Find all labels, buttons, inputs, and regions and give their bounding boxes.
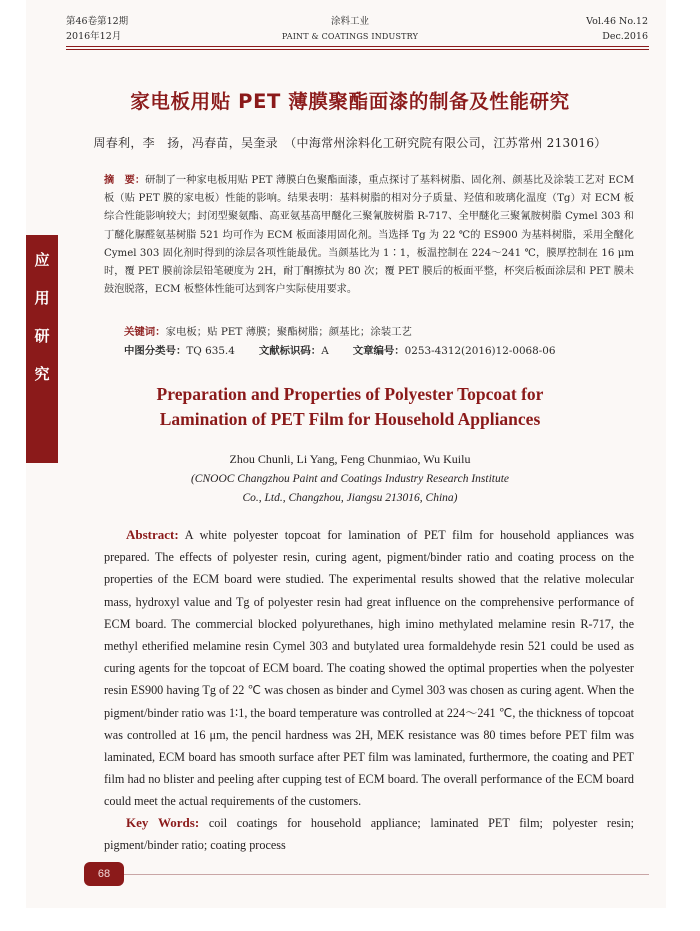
header-rule — [66, 46, 649, 47]
clc-value: TQ 635.4 — [186, 345, 235, 357]
classification-line — [124, 342, 556, 357]
doc-code-value: A — [321, 345, 329, 357]
authors-en: Zhou Chunli, Li Yang, Feng Chunmiao, Wu Kuilu — [229, 452, 471, 466]
side-tab-char: 应 — [34, 251, 50, 269]
abstract-en-text: A white polyester topcoat for lamination of PET film for household appliances was prepared. The effects of polyester resin, curing agent, pigment/binder ratio and coating process on the properties of the ECM board were studied. The experimental results showed that the relative molecular mass, hydroxyl value and Tg of polyester resin had great influence on the comprehensive performance of ECM board. The commercial blocked polyurethanes, high imino methylated melamine resin R-717, the methyl etherified melamine resin Cymel 303 and butylated urea formaldehyde resin 521 could be used as curing agents for the topcoat of ECM board. The coating showed the optimal properties when the polyester resin ES900 having Tg of 22 ℃ was chosen as binder and Cymel 303 was chosen as curing agent. When the pigment/binder ratio was 1∶1, the board temperature was controlled at 224～241 ℃, the thickness of topcoat was controlled at 16 μm, the pencil hardness was 2H, MEK resistance was 80 times before PET film was laminated, ECM board has smooth surface after PET film was laminated, furthermore, the coating and PET film had no blister and peeling after cupping test of ECM board. The overall performance of the ECM board could meet the actual requirements of the customers. — [104, 528, 634, 809]
keywords-cn-label: 关键词： — [124, 326, 166, 338]
header-rule-thin — [66, 49, 649, 50]
header-date-cn: 2016年12月 — [66, 31, 122, 42]
institution-en — [0, 470, 700, 508]
keywords-en — [104, 812, 634, 856]
authors-cn: 周春利，李 扬，冯春苗，吴奎录 （中海常州涂料化工研究院有限公司，江苏常州 213016） — [93, 136, 607, 150]
clc-label: 中图分类号： — [124, 345, 187, 357]
header-vol-no: Vol.46 No.12 — [586, 16, 648, 27]
side-tab-char: 究 — [34, 365, 50, 383]
paper-title-en-line: Lamination of PET Film for Household Appliances — [159, 409, 541, 429]
header-date-en: Dec.2016 — [602, 31, 648, 42]
abstract-en-label: Abstract: — [126, 527, 179, 542]
article-no-value: 0253-4312(2016)12-0068-06 — [404, 345, 556, 357]
keywords-en-label: Key Words: — [126, 815, 200, 830]
paper-title-en-line: Preparation and Properties of Polyester Topcoat for — [156, 384, 544, 404]
abstract-cn-text: 研制了一种家电板用贴 PET 薄膜白色聚酯面漆，重点探讨了基料树脂、固化剂、颜基比及涂装工艺对 ECM 板（贴 PET 膜的家电板）性能的影响。结果表明：基料树脂的相对分子质量、羟值和玻璃化温度（Tg）对 ECM 板综合性能影响较大；封闭型聚氨酯、高亚氨基高甲醚化三聚氰胺树脂 R-717、全甲醚化三聚氰胺树脂 Cymel 303 和丁醚化脲醛氨基树脂 521 均可作为 ECM 板面漆用固化剂。当选择 Tg 为 22 ℃的 ES900 为基料树脂，采用全醚化 Cymel 303 固化剂时得到的涂层各项性能最优。当颜基比为 1∶1，板温控制在 224～241 ℃，膜厚控制在 16 μm 时，覆 PET 膜前涂层铅笔硬度为 2H，耐丁酮擦拭为 80 次；覆 PET 膜后的板面平整，杯突后板面涂层和 PET 膜未鼓泡脱落，ECM 板整体性能可达到客户实际使用要求。 — [104, 175, 634, 296]
page-number: 68 — [84, 862, 124, 886]
article-no-label: 文章编号： — [352, 345, 405, 357]
institution-en-line: Co., Ltd., Changzhou, Jiangsu 213016, China) — [242, 492, 458, 504]
paper-title-cn: 家电板用贴 PET 薄膜聚酯面漆的制备及性能研究 — [130, 90, 570, 113]
side-tab-char: 研 — [34, 327, 50, 345]
keywords-cn-text: 家电板；贴 PET 薄膜；聚酯树脂；颜基比；涂装工艺 — [165, 326, 412, 338]
header-journal-en: PAINT & COATINGS INDUSTRY — [281, 32, 419, 41]
abstract-en — [104, 524, 634, 813]
header-volume-issue: 第46卷第12期 — [66, 16, 129, 27]
header-volume-en — [586, 14, 648, 44]
keywords-cn — [124, 323, 412, 338]
keywords-en-text: coil coatings for household appliance; laminated PET film; polyester resin; pigment/binder ratio; coating process — [104, 816, 635, 853]
institution-en-line: (CNOOC Changzhou Paint and Coatings Industry Research Institute — [190, 473, 510, 485]
footer-rule — [124, 874, 649, 875]
header-journal-cn: 涂料工业 — [330, 16, 369, 27]
abstract-cn — [104, 171, 634, 299]
doc-code-label: 文献标识码： — [258, 345, 322, 357]
side-tab-char: 用 — [34, 289, 50, 307]
paper-title-en — [0, 382, 700, 432]
abstract-cn-label: 摘 要： — [104, 174, 146, 186]
